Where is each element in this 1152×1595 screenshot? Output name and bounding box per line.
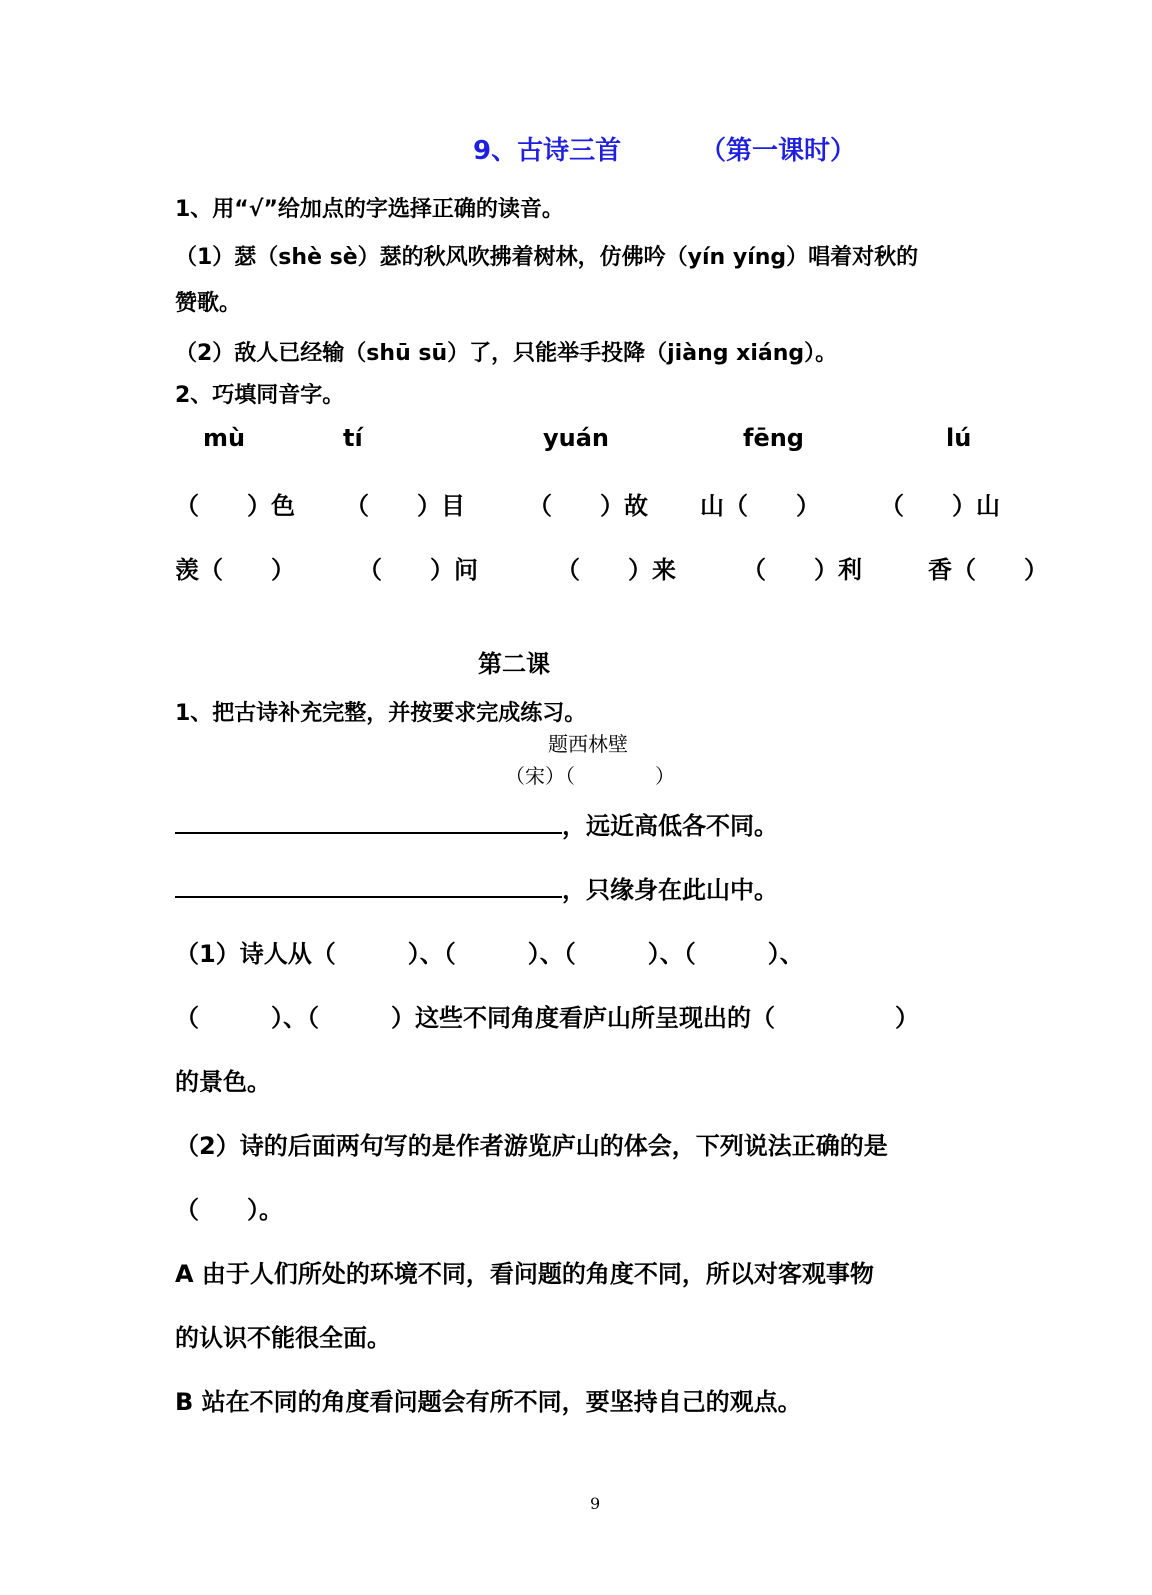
fill-blank-1: （ ）色 xyxy=(175,492,295,520)
sub-question-1-cont: （ ）、（ ）这些不同角度看庐山所呈现出的（ ） xyxy=(175,1004,919,1032)
lesson-2-question-1: 1、把古诗补充完整，并按要求完成练习。 xyxy=(175,701,587,726)
option-a-cont: 的认识不能很全面。 xyxy=(175,1324,391,1352)
fill-blank-8: （ ）来 xyxy=(556,556,676,584)
pinyin-5: lú xyxy=(946,424,972,452)
lesson-title: 9、古诗三首 xyxy=(473,136,622,166)
question-1-heading: 1、用“√”给加点的字选择正确的读音。 xyxy=(175,197,564,222)
fill-blank-9: （ ）利 xyxy=(742,556,862,584)
fill-blank-2: （ ）目 xyxy=(345,492,465,520)
question-1-item-1: （1）瑟（shè sè）瑟的秋风吹拂着树林，仿佛吟（yín yíng）唱着对秋的 xyxy=(175,245,919,270)
fill-blank-7: （ ）问 xyxy=(358,556,478,584)
poem-blank-line-2 xyxy=(175,896,562,898)
poem-author: （宋）（ ） xyxy=(505,764,675,788)
sub-question-2-blank: （ ）。 xyxy=(175,1196,283,1224)
question-1-item-2: （2）敌人已经输（shū sū）了，只能举手投降（jiàng xiáng）。 xyxy=(175,341,838,366)
question-2-heading: 2、巧填同音字。 xyxy=(175,383,345,408)
sub-question-2: （2）诗的后面两句写的是作者游览庐山的体会，下列说法正确的是 xyxy=(175,1132,888,1160)
sub-question-1-end: 的景色。 xyxy=(175,1068,271,1096)
fill-blank-10: 香（ ） xyxy=(928,556,1048,584)
fill-blank-5: （ ）山 xyxy=(880,492,1000,520)
poem-line-2: ，只缘身在此山中。 xyxy=(562,876,778,904)
lesson-subtitle: （第一课时） xyxy=(700,136,857,166)
fill-blank-3: （ ）故 xyxy=(528,492,648,520)
pinyin-2: tí xyxy=(343,424,363,452)
pinyin-1: mù xyxy=(203,424,246,452)
option-b: B 站在不同的角度看问题会有所不同，要坚持自己的观点。 xyxy=(175,1388,802,1416)
poem-blank-line-1 xyxy=(175,832,562,834)
question-1-item-1-cont: 赞歌。 xyxy=(175,291,242,316)
option-a: A 由于人们所处的环境不同，看问题的角度不同，所以对客观事物 xyxy=(175,1260,874,1288)
lesson-2-title: 第二课 xyxy=(478,650,550,678)
fill-blank-4: 山（ ） xyxy=(700,492,820,520)
pinyin-4: fēng xyxy=(743,424,804,452)
fill-blank-6: 羡（ ） xyxy=(175,556,295,584)
sub-question-1: （1）诗人从（ ）、（ ）、（ ）、（ ）、 xyxy=(175,940,804,968)
poem-line-1: ，远近高低各不同。 xyxy=(562,812,778,840)
page-number: 9 xyxy=(590,1494,601,1513)
pinyin-3: yuán xyxy=(543,424,610,452)
poem-title: 题西林壁 xyxy=(548,732,628,756)
